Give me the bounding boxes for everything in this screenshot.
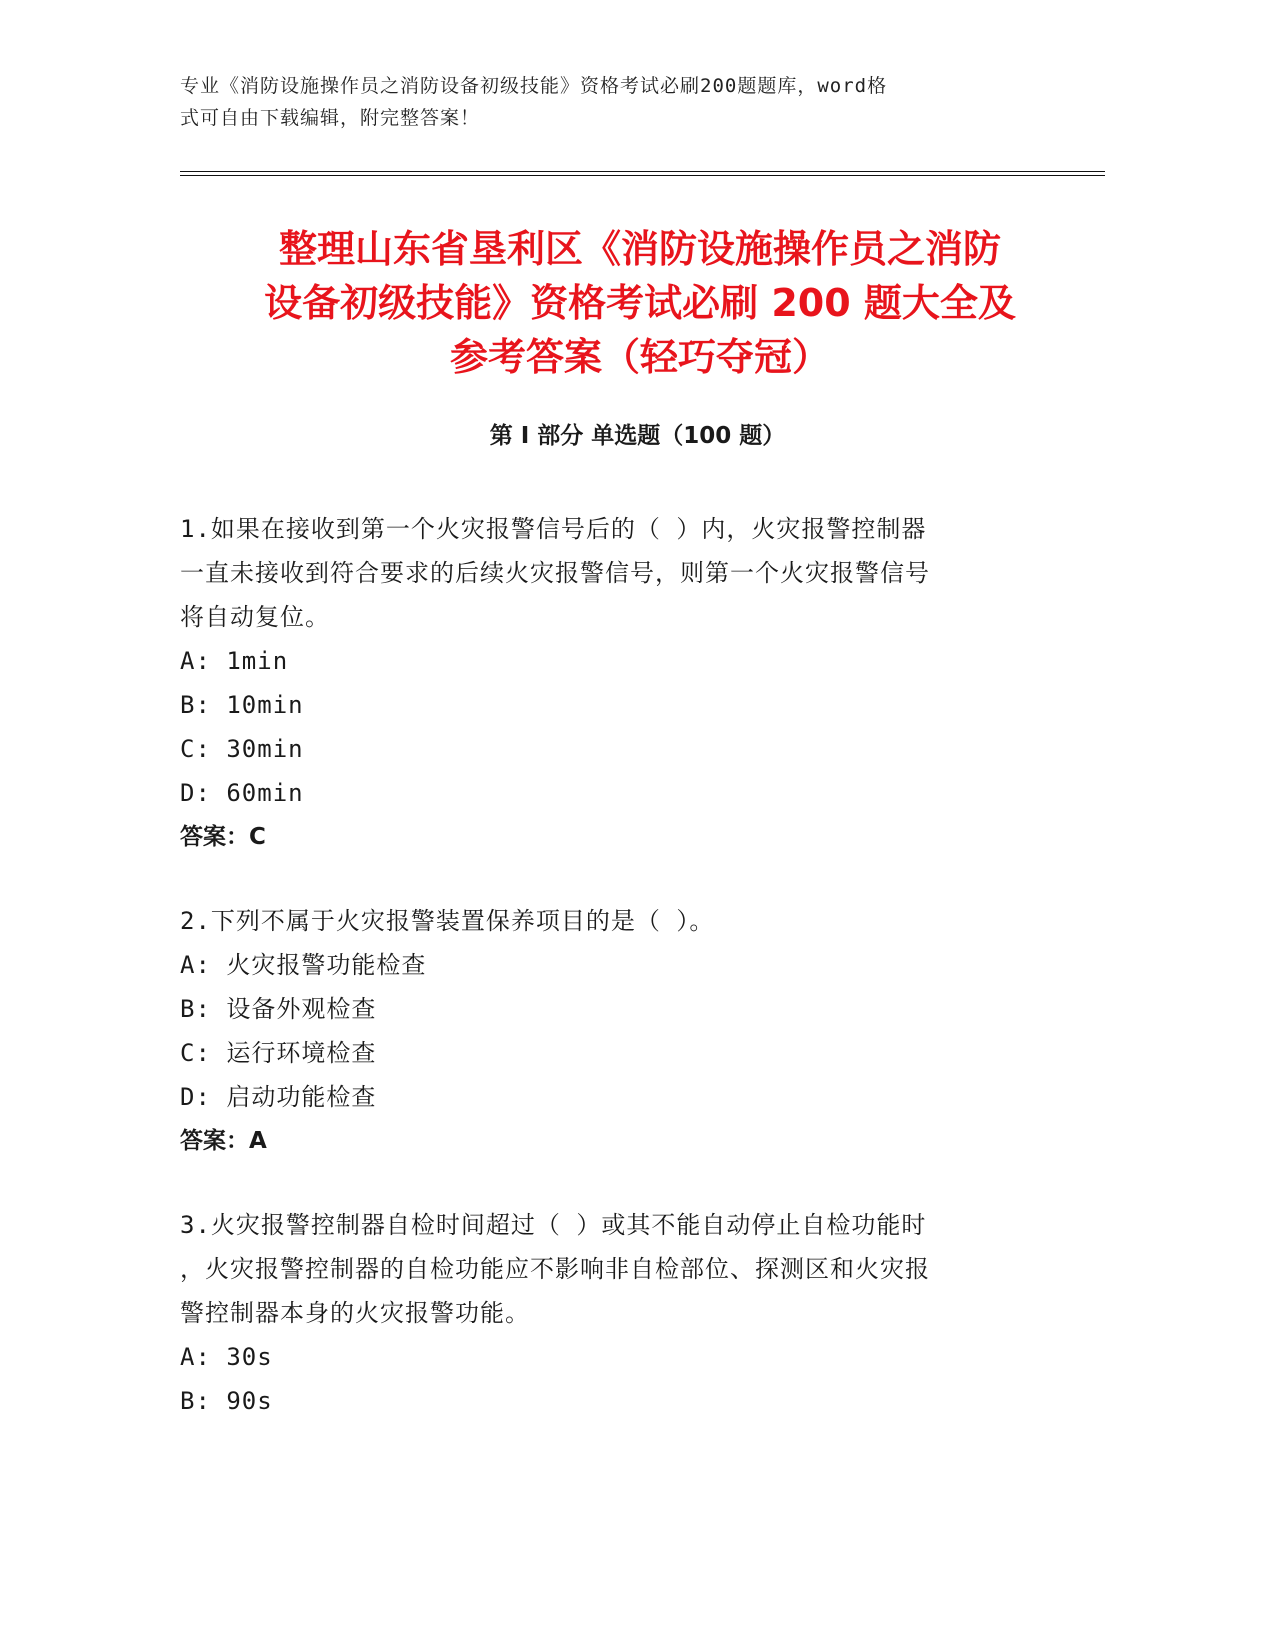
document-header-note (180, 70, 1020, 134)
option-b: B: 设备外观检查 (180, 995, 377, 1023)
option-b: B: 90s (180, 1387, 273, 1415)
question-list (180, 507, 1020, 1463)
option-a: A: 30s (180, 1343, 273, 1371)
question-stem-line: 警控制器本身的火灾报警功能。 (180, 1299, 530, 1327)
option-c: C: 30min (180, 735, 304, 763)
title-line-3: 参考答案（轻巧夺冠） (449, 335, 830, 379)
header-divider-top (180, 171, 1105, 172)
header-line-2: 式可自由下载编辑，附完整答案！ (180, 107, 481, 129)
answer-line: 答案：C (180, 824, 266, 850)
question-item (180, 1203, 1020, 1423)
question-stem-line: 2.下列不属于火灾报警装置保养项目的是（ ）。 (180, 907, 715, 935)
question-stem-line: ，火灾报警控制器的自检功能应不影响非自检部位、探测区和火灾报 (180, 1255, 930, 1283)
section-heading: 第 I 部分 单选题（100 题） (489, 423, 786, 449)
header-line-1: 专业《消防设施操作员之消防设备初级技能》资格考试必刷200题题库，word格 (180, 75, 888, 97)
option-d: D: 启动功能检查 (180, 1083, 377, 1111)
question-stem-line: 1.如果在接收到第一个火灾报警信号后的（ ）内，火灾报警控制器 (180, 515, 927, 543)
option-c: C: 运行环境检查 (180, 1039, 377, 1067)
title-line-1: 整理山东省垦利区《消防设施操作员之消防 (278, 227, 1001, 271)
option-b: B: 10min (180, 691, 304, 719)
question-stem-line: 一直未接收到符合要求的后续火灾报警信号，则第一个火灾报警信号 (180, 559, 930, 587)
option-a: A: 1min (180, 647, 289, 675)
question-item (180, 507, 1020, 859)
option-d: D: 60min (180, 779, 304, 807)
question-stem-line: 将自动复位。 (180, 603, 330, 631)
document-title (150, 222, 1130, 384)
question-item (180, 899, 1020, 1163)
header-divider-bottom (180, 175, 1105, 176)
question-stem-line: 3.火灾报警控制器自检时间超过（ ）或其不能自动停止自检功能时 (180, 1211, 927, 1239)
option-a: A: 火灾报警功能检查 (180, 951, 427, 979)
title-line-2: 设备初级技能》资格考试必刷 200 题大全及 (264, 281, 1016, 325)
answer-line: 答案：A (180, 1128, 267, 1154)
